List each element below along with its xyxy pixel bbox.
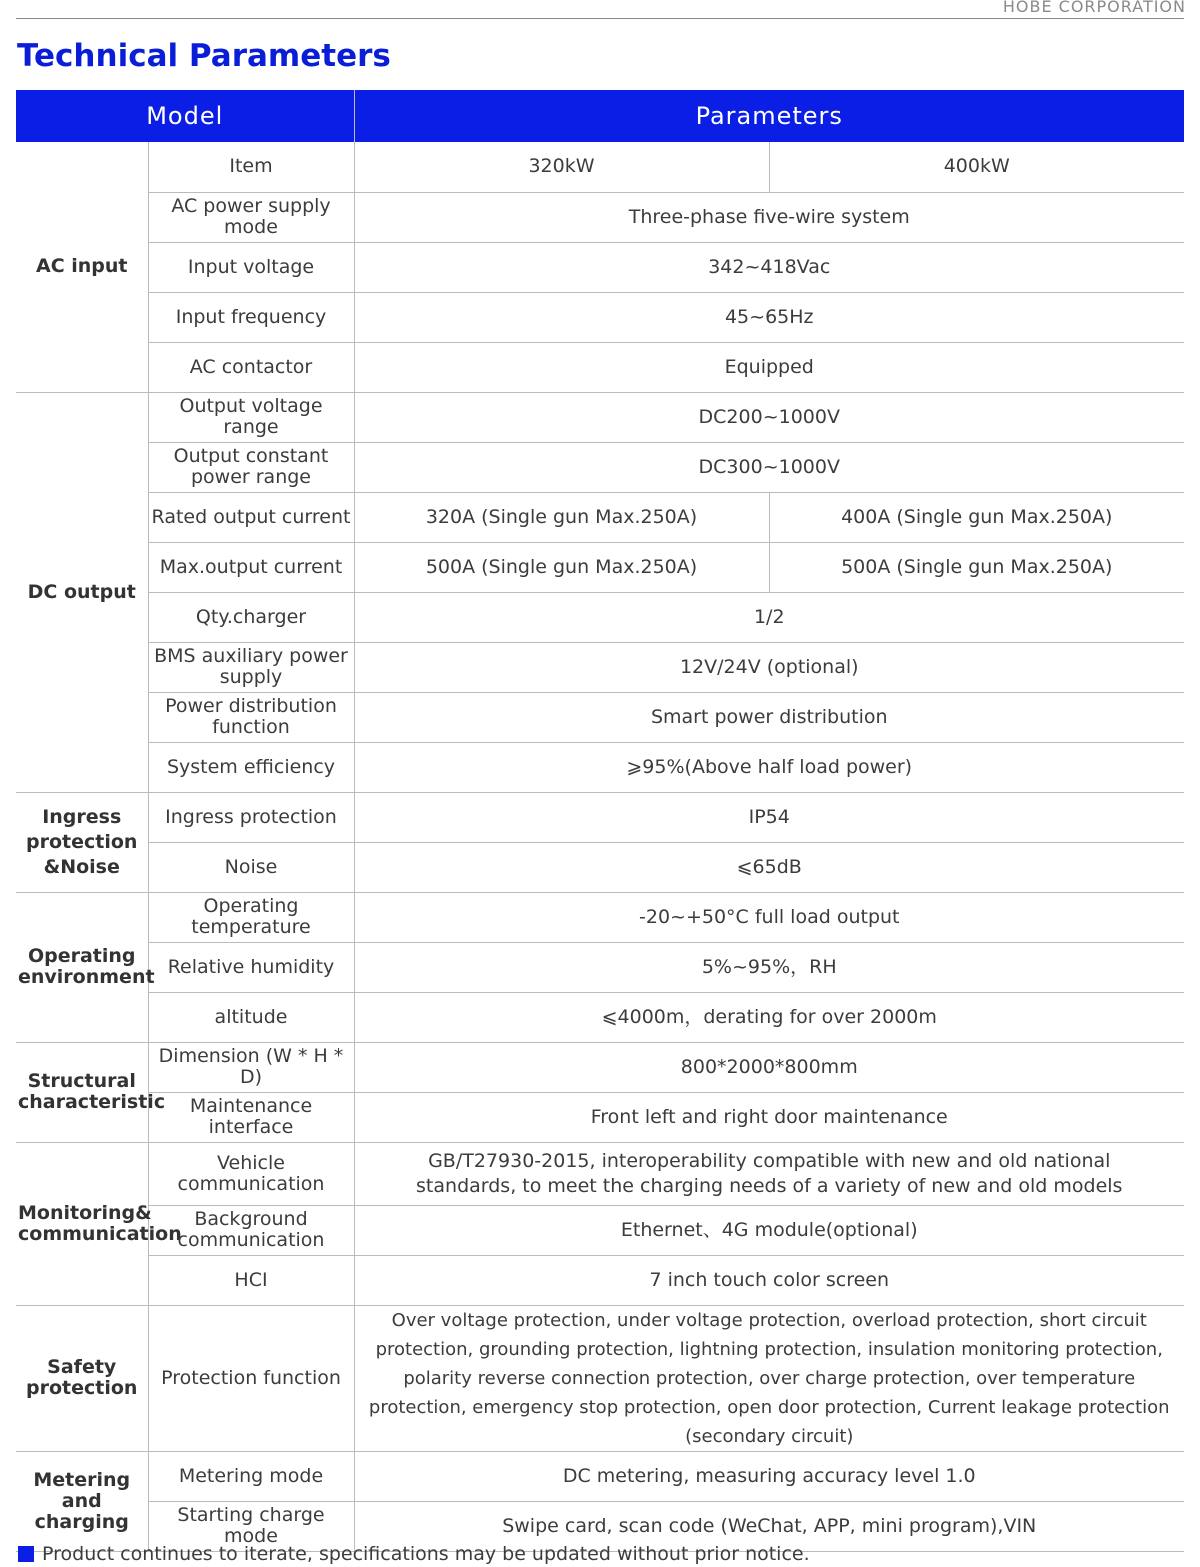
table-row [16, 642, 1184, 692]
row-label: BMS auxiliary power supply [148, 642, 354, 692]
table-row [16, 1042, 1184, 1092]
row-label: Qty.charger [148, 592, 354, 642]
row-value: ⩽65dB [354, 842, 1184, 892]
row-label: Rated output current [148, 492, 354, 542]
table-row [16, 242, 1184, 292]
row-value: GB/T27930-2015, interoperability compatible with new and old national standards, to meet the charging needs of a variety of new and old models [354, 1142, 1184, 1205]
table-row [16, 842, 1184, 892]
row-label: Metering mode [148, 1451, 354, 1501]
table-row [16, 792, 1184, 842]
group-ingress-noise: Ingress protection &Noise [16, 792, 148, 892]
row-label: AC power supply mode [148, 192, 354, 242]
cell-400kw: 400A (Single gun Max.250A) [769, 492, 1184, 542]
cell-320kw: 320kW [354, 142, 769, 192]
row-value: -20~+50°C full load output [354, 892, 1184, 942]
table-row [16, 1255, 1184, 1305]
table-row [16, 1451, 1184, 1501]
page-title: Technical Parameters [17, 38, 391, 74]
cell-400kw: 500A (Single gun Max.250A) [769, 542, 1184, 592]
row-value: 7 inch touch color screen [354, 1255, 1184, 1305]
table-row [16, 1142, 1184, 1205]
row-value: 12V/24V (optional) [354, 642, 1184, 692]
row-label: Relative humidity [148, 942, 354, 992]
row-value: Smart power distribution [354, 692, 1184, 742]
row-label: Protection function [148, 1305, 354, 1451]
row-label: Max.output current [148, 542, 354, 592]
row-label: Input voltage [148, 242, 354, 292]
table-row [16, 592, 1184, 642]
row-value: Ethernet、4G module(optional) [354, 1205, 1184, 1255]
row-label: Power distribution function [148, 692, 354, 742]
row-label: AC contactor [148, 342, 354, 392]
table-row [16, 542, 1184, 592]
row-label: Vehicle communication [148, 1142, 354, 1205]
cell-320kw: 320A (Single gun Max.250A) [354, 492, 769, 542]
group-ac-input: AC input [16, 142, 148, 392]
header-model: Model [16, 90, 354, 142]
header-parameters: Parameters [354, 90, 1184, 142]
table-row [16, 692, 1184, 742]
row-value: Equipped [354, 342, 1184, 392]
row-label: altitude [148, 992, 354, 1042]
table-row [16, 192, 1184, 242]
row-label: Maintenance interface [148, 1092, 354, 1142]
row-label: Output constant power range [148, 442, 354, 492]
row-value: 800*2000*800mm [354, 1042, 1184, 1092]
row-label: Background communication [148, 1205, 354, 1255]
row-label: Operating temperature [148, 892, 354, 942]
table-row [16, 392, 1184, 442]
row-label: Item [148, 142, 354, 192]
row-label: Output voltage range [148, 392, 354, 442]
group-metering: Metering and charging [16, 1451, 148, 1551]
group-safety: Safety protection [16, 1305, 148, 1451]
row-value: DC200~1000V [354, 392, 1184, 442]
row-value: Front left and right door maintenance [354, 1092, 1184, 1142]
row-label: System efficiency [148, 742, 354, 792]
row-label: Noise [148, 842, 354, 892]
row-value: ⩽4000m，derating for over 2000m [354, 992, 1184, 1042]
row-value: Over voltage protection, under voltage protection, overload protection, short circuit protection, grounding protection, lightning protection, insulation monitoring protection, polarity reverse connection protection, over charge protection, over temperature protection, emergency stop protection, open door protection, Current leakage protection (secondary circuit) [354, 1305, 1184, 1451]
row-value: DC metering, measuring accuracy level 1.0 [354, 1451, 1184, 1501]
row-value: IP54 [354, 792, 1184, 842]
group-dc-output: DC output [16, 392, 148, 792]
group-structural: Structural characteristic [16, 1042, 148, 1142]
row-value: 342~418Vac [354, 242, 1184, 292]
table-row [16, 742, 1184, 792]
group-monitoring: Monitoring& communication [16, 1142, 148, 1305]
row-value: 45~65Hz [354, 292, 1184, 342]
table-row [16, 142, 1184, 192]
table-row [16, 442, 1184, 492]
table-row [16, 492, 1184, 542]
table-header-row [16, 90, 1184, 142]
table-row [16, 1205, 1184, 1255]
spec-table [16, 90, 1184, 1552]
footer-note [18, 1543, 810, 1565]
cell-400kw: 400kW [769, 142, 1184, 192]
table-row [16, 942, 1184, 992]
row-label: Starting charge mode [148, 1501, 354, 1551]
table-row [16, 342, 1184, 392]
row-value: 1/2 [354, 592, 1184, 642]
row-value: DC300~1000V [354, 442, 1184, 492]
row-value: 5%~95%，RH [354, 942, 1184, 992]
row-label: HCI [148, 1255, 354, 1305]
table-row [16, 292, 1184, 342]
table-row [16, 892, 1184, 942]
footer-bullet-icon [18, 1546, 34, 1562]
row-value: Swipe card, scan code (WeChat, APP, mini program),VIN [354, 1501, 1184, 1551]
table-row [16, 1305, 1184, 1451]
cell-320kw: 500A (Single gun Max.250A) [354, 542, 769, 592]
row-value: ⩾95%(Above half load power) [354, 742, 1184, 792]
row-label: Input frequency [148, 292, 354, 342]
footer-note-text: Product continues to iterate, specifications may be updated without prior notice. [42, 1543, 810, 1565]
group-operating-environment: Operating environment [16, 892, 148, 1042]
row-label: Dimension (W * H * D) [148, 1042, 354, 1092]
row-value: Three-phase five-wire system [354, 192, 1184, 242]
row-label: Ingress protection [148, 792, 354, 842]
corporation-name: HOBE CORPORATION [1002, 0, 1186, 16]
table-row [16, 992, 1184, 1042]
header-divider [16, 18, 1184, 19]
table-row [16, 1092, 1184, 1142]
